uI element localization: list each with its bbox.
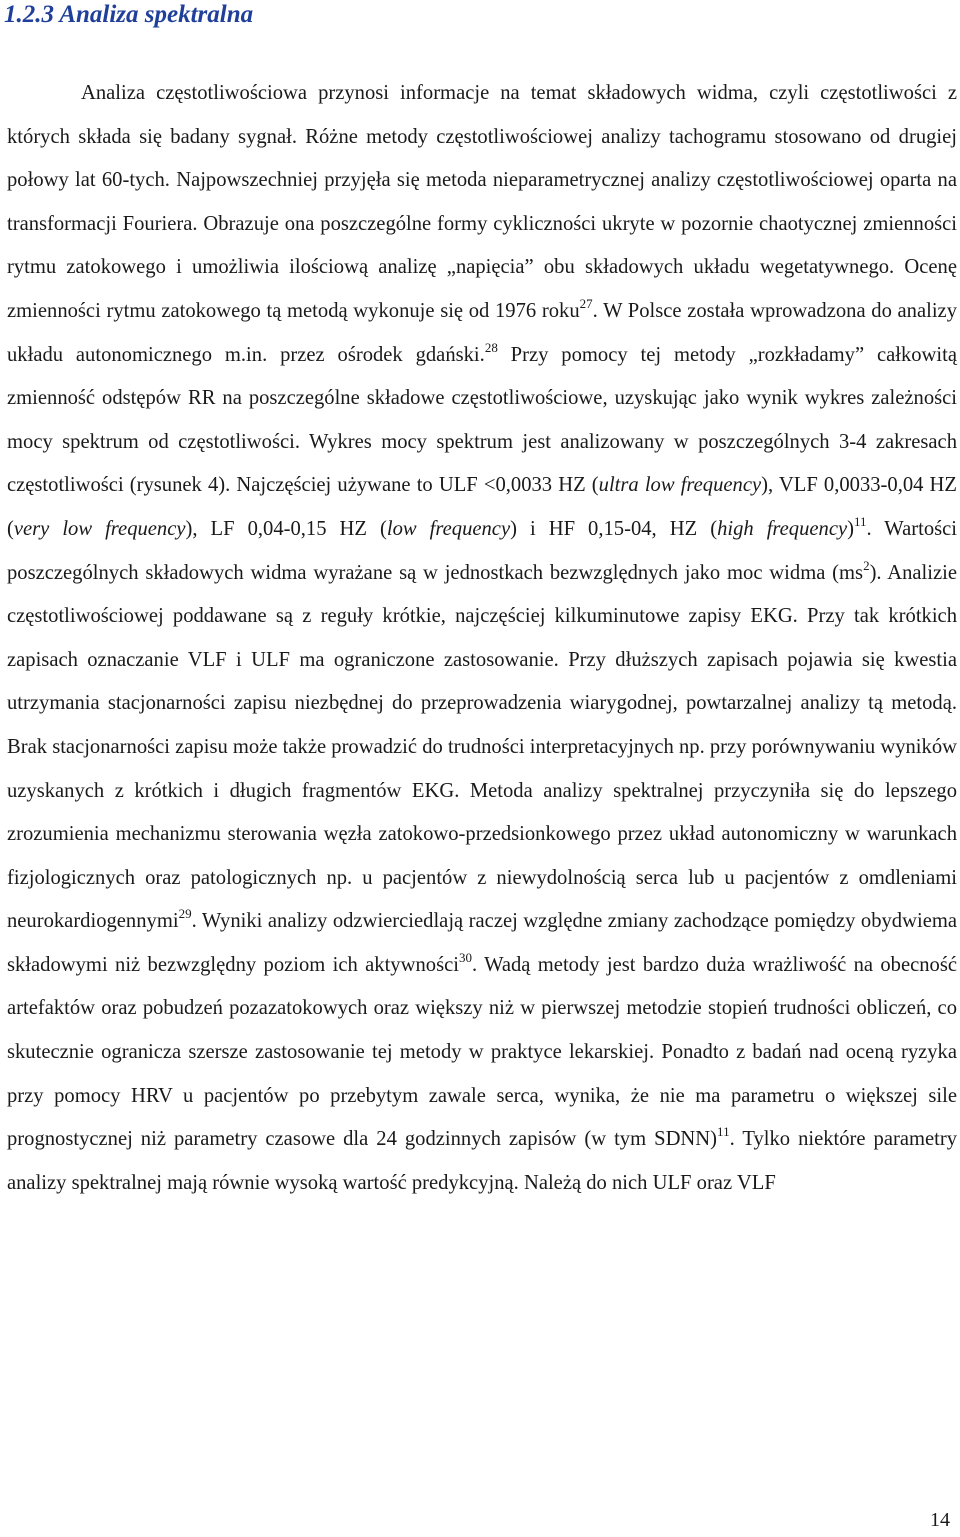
body-paragraph bbox=[7, 72, 957, 1205]
text-run: ), VLF 0,0033-0,04 HZ ( bbox=[7, 474, 958, 540]
text-run: Analiza częstotliwościowa przynosi informacje na temat składowych widma, czyli częstotliwości z których składa się badany sygnał. Różne metody częstotliwościowej analizy tachogramu stosowano od drugiej połowy lat 60-tych. Najpowszechniej przyjęła się metoda nieparametrycznej analizy częstotliwościowej oparta na transformacji Fouriera. Obrazuje ona poszczególne formy cykliczności ukryte w pozornie chaotycznej zmienności rytmu zatokowego i umożliwia ilościową analizę „napięcia” obu składowych układu wegetatywnego. Ocenę zmienności rytmu zatokowego tą metodą wykonuje się od 1976 roku bbox=[7, 82, 957, 322]
section-heading: 1.2.3 Analiza spektralna bbox=[4, 1, 254, 28]
text-run: . Tylko niektóre parametry analizy spektralnej mają równie wysoką wartość predykcyjną. Należą do nich ULF oraz VLF bbox=[7, 1128, 958, 1194]
text-run: Przy pomocy tej metody „rozkładamy” całkowitą zmienność odstępów RR na poszczególne składowe częstotliwościowe, uzyskując jako wynik wykres zależności mocy spektrum od częstotliwości. Wykres mocy spektrum jest analizowany w poszczególnych 3-4 zakresach częstotliwości (rysunek 4). Najczęściej używane to ULF <0,0033 HZ ( bbox=[7, 343, 957, 497]
footnote-reference: 30 bbox=[458, 950, 472, 966]
italic-term: ultra low frequency bbox=[598, 474, 762, 497]
text-run: ). Analizie częstotliwościowej poddawane są z reguły krótkie, najczęściej kilkuminutowe zapisy EKG. Przy tak krótkich zapisach oznaczanie VLF i ULF ma ograniczone zastosowanie. Przy dłuższych zapisach pojawia się kwestia utrzymania stacjonarności zapisu niezbędnej do przeprowadzenia wiarygodnej, powtarzalnej analizy tą metodą. Brak stacjonarności zapisu może także prowadzić do trudności interpretacyjnych np. przy porównywaniu wyników uzyskanych z krótkich i długich fragmentów EKG. Metoda analizy spektralnej przyczyniła się do lepszego zrozumienia mechanizmu sterowania węzła zatokowo-przedsionkowego przez układ autonomiczny w warunkach fizjologicznych oraz patologicznych np. u pacjentów z niewydolnością serca lub u pacjentów z omdleniami neurokardiogennymi bbox=[7, 561, 957, 933]
footnote-reference: 11 bbox=[853, 514, 867, 530]
italic-term: high frequency bbox=[717, 517, 848, 540]
italic-term: very low frequency bbox=[13, 517, 186, 540]
footnote-reference: 28 bbox=[484, 339, 498, 355]
footnote-reference: 27 bbox=[579, 296, 593, 312]
text-run: . Wadą metody jest bardzo duża wrażliwość na obecność artefaktów oraz pobudzeń pozazatokowych oraz większy niż w pierwszej metodzie stopień trudności obliczeń, co skutecznie ogranicza szersze zastosowanie tej metody w praktyce lekarskiej. Ponadto z badań nad oceną ryzyka przy pomocy HRV u pacjentów po przebytym zawale serca, wynika, że nie ma parametru o większej sile prognostycznej niż parametry czasowe dla 24 godzinnych zapisów (w tym SDNN) bbox=[7, 953, 957, 1151]
text-run: ) bbox=[847, 517, 854, 540]
footnote-reference: 11 bbox=[717, 1124, 730, 1140]
text-run: . W Polsce została wprowadzona do analizy układu autonomicznego m.in. przez ośrodek gdański. bbox=[7, 299, 957, 366]
text-run: ), LF 0,04-0,15 HZ ( bbox=[185, 517, 387, 540]
italic-term: low frequency bbox=[386, 517, 511, 540]
text-run: ) i HF 0,15-04, HZ ( bbox=[510, 517, 718, 540]
text-run: . Wyniki analizy odzwierciedlają raczej względne zmiany zachodzące pomiędzy obydwiema składowymi niż bezwzględny poziom ich aktywności bbox=[7, 910, 957, 976]
footnote-reference: 2 bbox=[863, 557, 870, 573]
footnote-reference: 29 bbox=[178, 906, 192, 922]
text-run: . Wartości poszczególnych składowych widma wyrażane są w jednostkach bezwzględnych jako moc widma (ms bbox=[7, 517, 957, 584]
page-number: 14 bbox=[930, 1509, 950, 1531]
